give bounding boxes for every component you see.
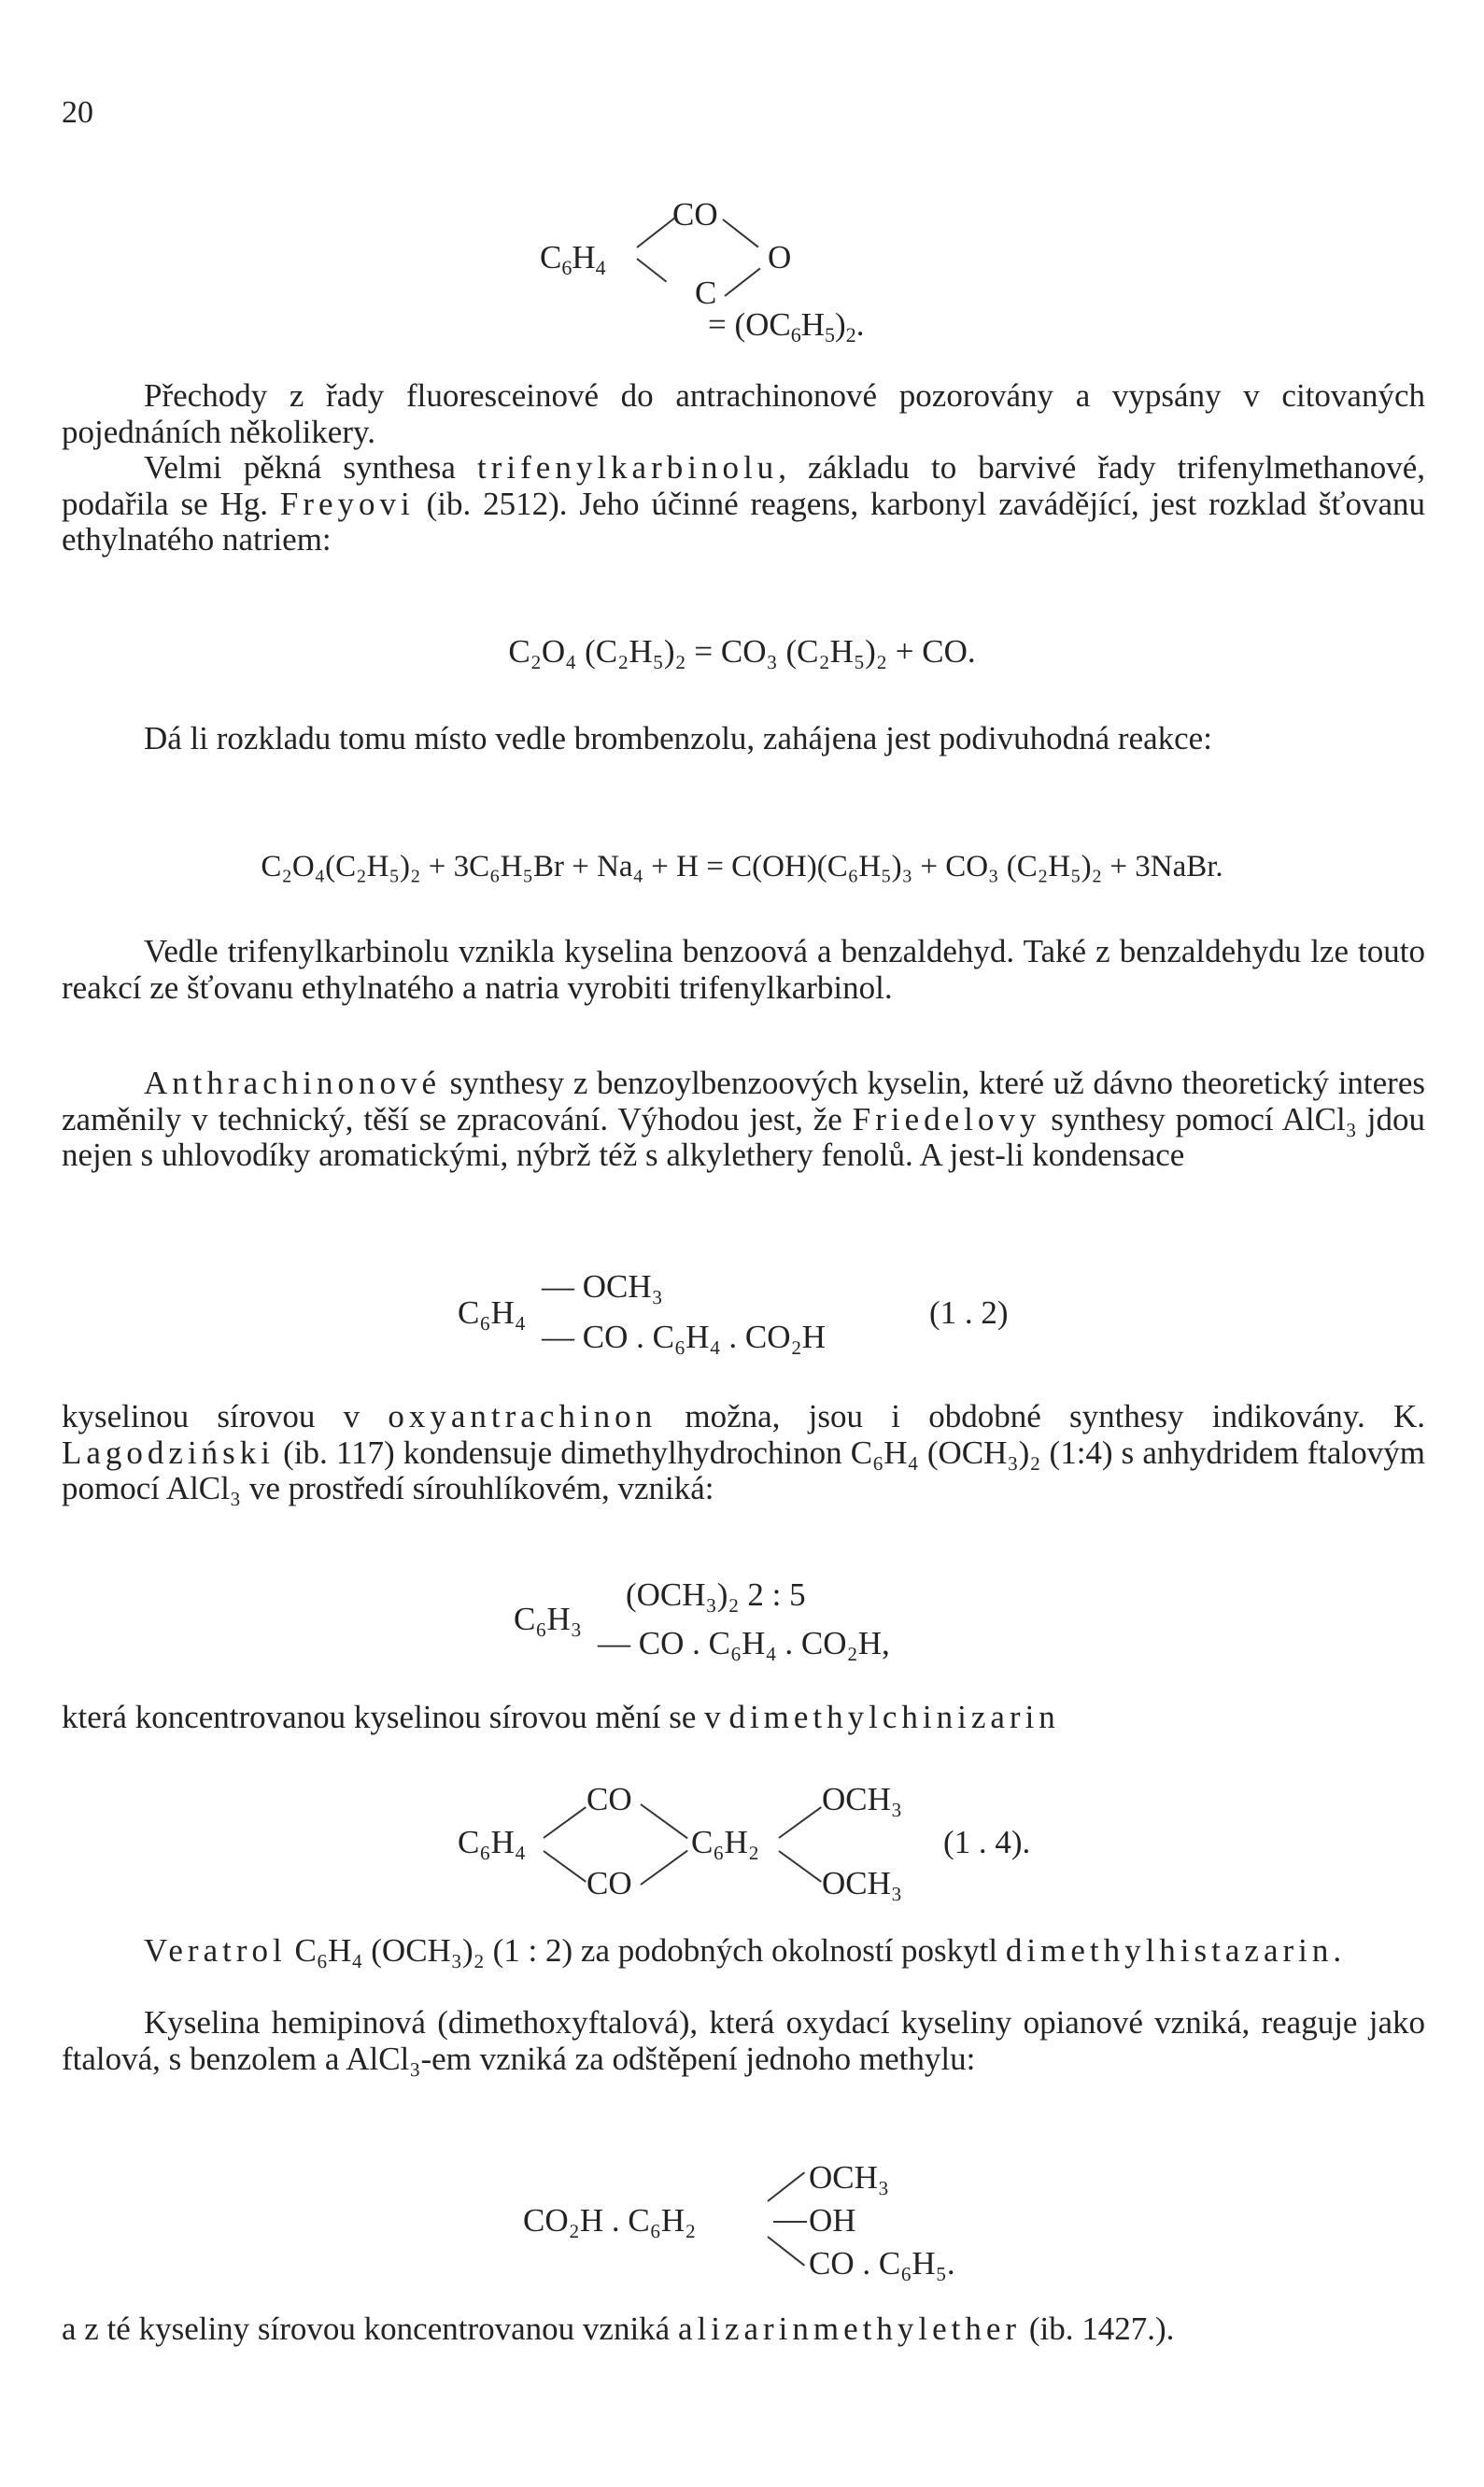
struct4-co-top: CO (587, 1781, 632, 1817)
bond-line (636, 258, 667, 282)
paragraph-10: a z té kyseliny sírovou koncentrovanou vzniká alizarinmethylether (ib. 1427.). (62, 2310, 1175, 2347)
paragraph-4: Vedle trifenylkarbinolu vznikla kyselina benzoová a benzaldehyd. Také z benzaldehydu lze touto reakcí ze šťovanu ethylnatého a natria vyrobiti trifenylkarbinol. (62, 933, 1425, 1006)
bond-line (767, 2236, 805, 2266)
paragraph-2: Velmi pěkná synthesa trifenylkarbinolu, základu to barvivé řady trifenylmethanové, podařila se Hg. Freyovi (ib. 2512). Jeho účinné reagens, karbonyl zaváděјící, jest rozklad šťovanu ethylnatého natriem: (62, 449, 1425, 558)
struct4-left: C₆H₄ (458, 1824, 527, 1860)
struct4-mid: C₆H₂ (691, 1824, 760, 1860)
structure-methoxybenzoyl (458, 1270, 1037, 1364)
struct1-c: C (540, 239, 562, 276)
structure-phthalyl-ester: $C_6H_4$ CO O C = $(OC_6H_5)_2$. (540, 196, 865, 346)
paragraph-8: Veratrol C₆H₄ (OCH₃)₂ (1 : 2) za podobných okolností poskytl dimethylhistazarin. (144, 1932, 1342, 1969)
emphasis-dimethylchinizarin: dimethylchinizarin (728, 1699, 1060, 1735)
struct2-left: C₆H₄ (458, 1294, 527, 1331)
bond-line (543, 1806, 586, 1839)
paragraph-3: Dá li rozkladu tomu místo vedle brombenzolu, zahájena jest podivuhodná reakce: (144, 720, 1212, 756)
paragraph-5: Anthrachinonové synthesy z benzoylbenzoových kyselin, které už dávno theoretický interes zaměnily v technický, těší se zpracování. Výhodou jest, že Friedelovy synthesy pomocí AlCl₃ jdou nejen s uhlovodíky aromatickými, nýbrž též s alkylethery fenolů. A jest-li kondensace (62, 1065, 1426, 1173)
struct5-mid: OH (809, 2202, 856, 2239)
bond-line (640, 1803, 687, 1839)
emphasis-friedelovy: Friedelovy (852, 1100, 1041, 1138)
struct4-note: (1 . 4). (943, 1824, 1031, 1860)
bond-line (722, 219, 758, 247)
struct1-o: O (768, 239, 792, 276)
struct3-top: (OCH₃)₂ 2 : 5 (626, 1576, 806, 1613)
bond-line (778, 1850, 821, 1883)
struct4-co-bottom: CO (587, 1865, 632, 1901)
struct4-och-top: OCH₃ (822, 1781, 903, 1817)
struct5-top: OCH₃ (809, 2159, 890, 2196)
equation-2: C₂O₄(C₂H₅)₂ + 3C₆H₅Br + Na₄ + H = C(OH)(C₆H₅)₃ + CO₃ (C₂H₅)₂ + 3NaBr. (261, 850, 1223, 883)
struct4-och-bottom: OCH₃ (822, 1865, 903, 1901)
bond-line (640, 1850, 687, 1886)
struct2-note: (1 . 2) (929, 1294, 1009, 1331)
struct5-left: CO₂H . C₆H₂ (523, 2202, 697, 2239)
paragraph-1: Přechody z řady fluoresceinové do antrachinonové pozorovány a vypsány v citovaných pojednáních několikery. (62, 377, 1425, 450)
struct2-top: — OCH₃ (542, 1268, 663, 1305)
struct1-tail: = $(OC_6H_5)_2$. (708, 306, 865, 346)
emphasis-freyovi: Freyovi (279, 485, 415, 522)
paragraph-9: Kyselina hemipinová (dimethoxyftalová), která oxydací kyseliny opianové vzniká, reaguje jako ftalová, s benzolem a AlCl₃-em vzniká za odštěpení jednoho methylu: (62, 2004, 1425, 2077)
emphasis-veratrol: Veratrol (144, 1932, 287, 1969)
bond-line (724, 268, 760, 297)
emphasis-trifenylkarbinolu: trifenylkarbinolu (477, 449, 779, 486)
emphasis-lagodzinski: Lagodziński (62, 1434, 276, 1471)
structure-hemipinic-benzoyl (523, 2157, 1009, 2288)
struct1-c2: C (695, 275, 717, 311)
emphasis-anthrachinonove: Anthrachinonové (144, 1065, 441, 1101)
struct3-bottom: — CO . C₆H₄ . CO₂H, (598, 1625, 890, 1661)
struct2-bottom: — CO . C₆H₄ . CO₂H (542, 1319, 826, 1355)
page-number: 20 (62, 95, 93, 130)
struct1-co: CO (672, 196, 718, 233)
emphasis-alizarinmethylether: alizarinmethylether (677, 2310, 1022, 2347)
structure-dimethylchinizarin (458, 1779, 1055, 1919)
struct3-left: C₆H₃ (514, 1601, 583, 1637)
bond-line (636, 217, 675, 248)
struct5-bottom: CO . C₆H₅. (809, 2245, 955, 2282)
bond-line (778, 1806, 821, 1839)
paragraph-7: která koncentrovanou kyselinou sírovou mění se v dimethylchinizarin (62, 1699, 1060, 1735)
bond-line (767, 2171, 805, 2201)
emphasis-dimethylhistazarin: dimethylhistazarin (1005, 1932, 1334, 1969)
emphasis-oxyantrachinon: oxyantrachinon (388, 1398, 657, 1434)
bond-line (773, 2221, 807, 2223)
equation-1: C₂O₄ (C₂H₅)₂ = CO₃ (C₂H₅)₂ + CO. (508, 633, 976, 670)
paragraph-6: kyselinou sírovou v oxyantrachinon možna, jsou i obdobné synthesy indikovány. K. Lagodziński (ib. 117) kondensuje dimethylhydrochinon C₆H₄ (OCH₃)₂ (1:4) s anhydridem ftalovým pomocí AlCl₃ ve prostředí sírouhlíkovém, vzniká: (62, 1398, 1425, 1506)
structure-dimethoxybenzoyl (514, 1578, 1037, 1672)
bond-line (543, 1850, 586, 1883)
